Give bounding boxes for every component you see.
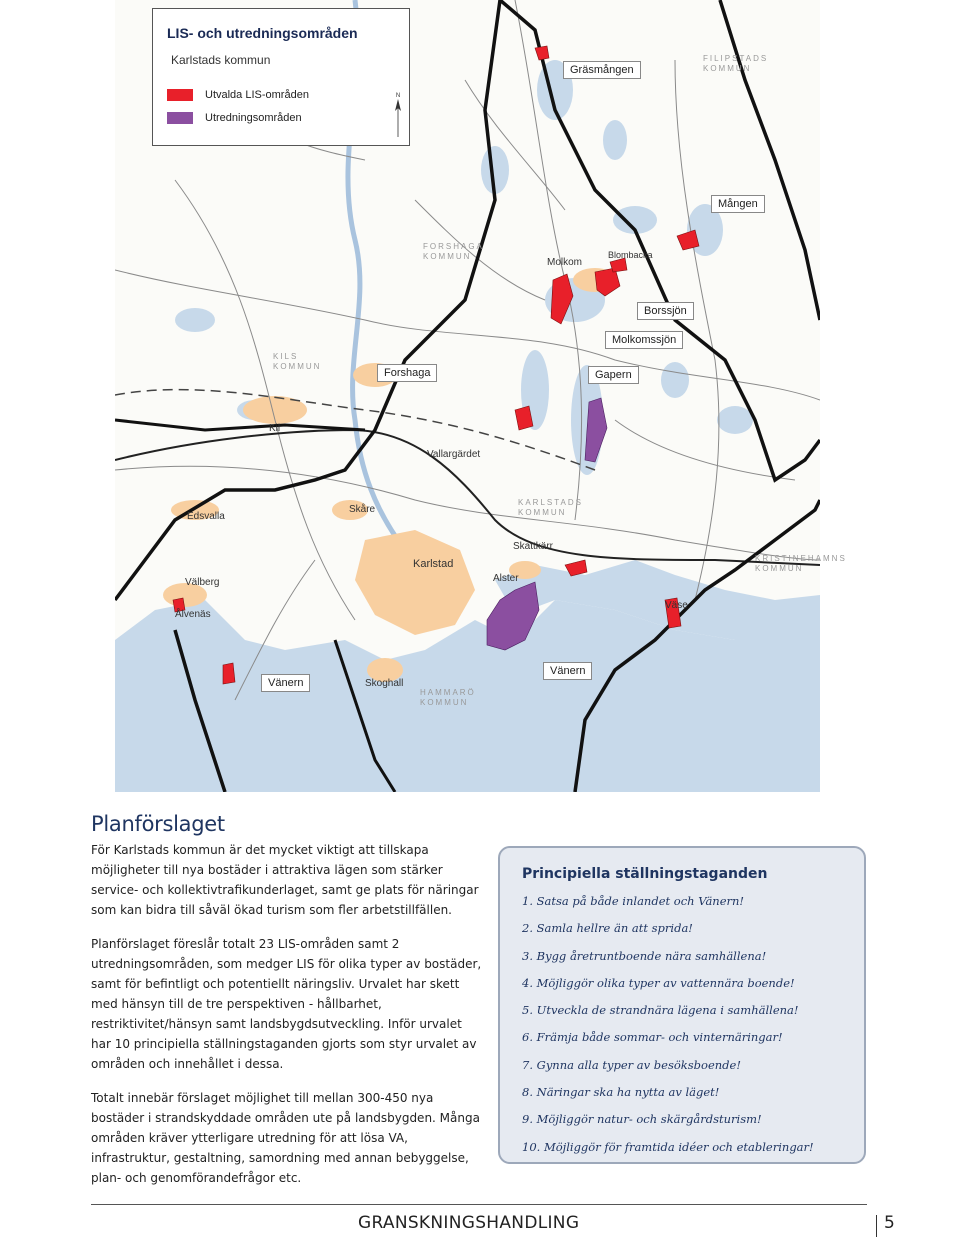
place-label: Borssjön	[637, 302, 694, 320]
legend-item-lis	[167, 89, 309, 101]
legend-swatch-red	[167, 89, 193, 101]
north-arrow-icon	[391, 89, 405, 141]
legend-label: Utvalda LIS-områden	[205, 89, 309, 101]
place-label: Vänern	[543, 662, 592, 680]
principle-item: 3. Bygg åretruntboende nära samhällena!	[522, 948, 767, 963]
article	[91, 812, 483, 1202]
legend-title: LIS- och utredningsområden	[167, 25, 358, 41]
place-label: Skåre	[349, 504, 376, 515]
legend-item-investigation	[167, 112, 302, 124]
principle-item: 8. Näringar ska ha nytta av läget!	[522, 1085, 720, 1100]
principle-item: 10. Möjliggör för framtida idéer och etableringar!	[522, 1139, 814, 1154]
place-label: Vallargärdet	[427, 449, 481, 460]
place-label: Forshaga	[377, 364, 437, 382]
north-letter: N	[395, 93, 401, 99]
place-label: Karlstad	[413, 558, 454, 570]
principle-item: 9. Möjliggör natur- och skärgårdsturism!	[522, 1112, 762, 1127]
municipality-label: KILS KOMMUN	[273, 352, 322, 371]
legend-swatch-purple	[167, 112, 193, 124]
principle-item: 2. Samla hellre än att sprida!	[522, 921, 693, 936]
lake	[175, 308, 215, 332]
page-number: 5	[884, 1213, 895, 1233]
article-paragraph: Totalt innebär förslaget möjlighet till mellan 300-450 nya bostäder i strandskyddade områden ute på landsbygden. Många områden kräver ytterligare utredning för att lösa VA, infrastruktur, gestaltning, samordning med annan bebyggelse, plan- och genomförandefrågor etc.	[91, 1091, 480, 1185]
principle-item: 6. Främja både sommar- och vinternäringar!	[522, 1030, 783, 1045]
place-label: Mången	[711, 195, 765, 213]
article-heading: Planförslaget	[91, 812, 225, 836]
legend-label: Utredningsområden	[205, 112, 302, 124]
principles-title: Principiella ställningstaganden	[522, 866, 768, 882]
place-label: Vänern	[261, 674, 310, 692]
principle-item: 7. Gynna alla typer av besöksboende!	[522, 1057, 741, 1072]
place-label: Skoghall	[365, 678, 404, 689]
principles-panel	[498, 846, 866, 1164]
municipality-label: KRISTINEHAMNS KOMMUN	[755, 554, 847, 573]
map-legend	[152, 8, 410, 146]
principle-item: 1. Satsa på både inlandet och Vänern!	[522, 894, 745, 908]
principle-item: 4. Möjliggör olika typer av vattennära boende!	[522, 975, 795, 990]
article-paragraph: För Karlstads kommun är det mycket viktigt att tillskapa möjligheter till nya bostäder i attraktiva lägen som stärker service- och kollektivtrafikunderlaget, samt ge plats för näringar som kan bidra till såväl ökad turism som fler arbetstillfällen.	[91, 843, 479, 917]
lake	[661, 362, 689, 398]
place-label: Alster	[493, 573, 519, 584]
place-label: Molkomssjön	[605, 331, 683, 349]
principle-item: 5. Utveckla de strandnära lägena i samhällena!	[522, 1003, 799, 1018]
municipality-label: FILIPSTADS KOMMUN	[703, 54, 769, 73]
place-label: Väse	[665, 600, 688, 611]
place-label: Gräsmången	[563, 61, 641, 79]
place-label: Edsvalla	[187, 511, 225, 522]
place-label: Kil	[269, 423, 281, 434]
footer-divider	[91, 1204, 867, 1205]
principles-list	[522, 888, 842, 1161]
place-label: Välberg	[185, 577, 220, 588]
footer-separator	[876, 1215, 877, 1237]
municipality-label: KARLSTADS KOMMUN	[518, 498, 583, 517]
article-paragraph: Planförslaget föreslår totalt 23 LIS-områden samt 2 utredningsområden, som medger LIS för olika typer av bostäder, samt för befintligt och potentiellt näringsliv. Urvalet har skett med hänsyn till de tre perspektiven - hållbarhet, restriktivitet/hänsyn samt landsbygdsutveckling. Inför urvalet har 10 principiella ställningstaganden gjorts som styr urvalet av områden och innehållet i dessa.	[91, 937, 482, 1071]
place-label: Gapern	[588, 366, 639, 384]
lake	[717, 406, 753, 434]
footer-label: GRANSKNINGSHANDLING	[358, 1213, 580, 1233]
place-label: Blombacka	[608, 250, 653, 260]
municipality-label: FORSHAGA KOMMUN	[423, 242, 484, 261]
place-label: Molkom	[547, 257, 583, 268]
place-label: Ålvenäs	[175, 609, 211, 620]
place-label: Skattkärr	[513, 541, 554, 552]
municipality-label: HAMMARÖ KOMMUN	[420, 688, 476, 707]
lake	[603, 120, 627, 160]
legend-subtitle: Karlstads kommun	[171, 53, 271, 67]
